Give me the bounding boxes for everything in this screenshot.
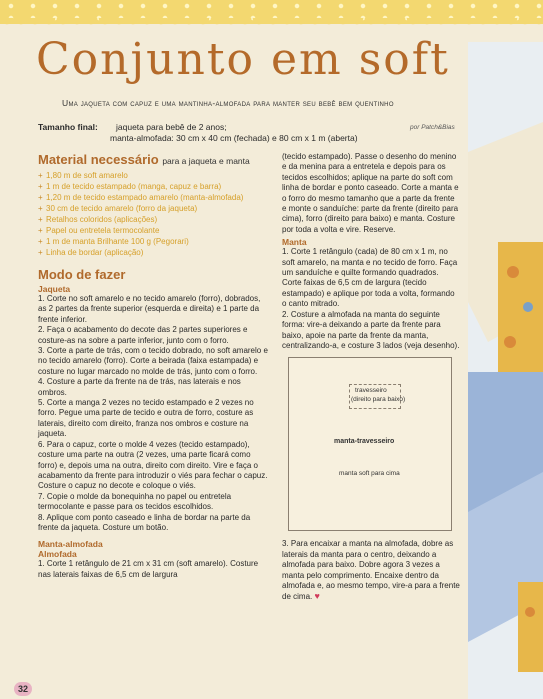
page-title: Conjunto em soft — [36, 34, 450, 85]
manta-step: 1. Corte 1 retângulo (cada) de 80 cm x 1 m, no soft amarelo, na manta e no tecido de forro. Faça um sanduíche e quilte formando quadrados. Corte faixas de 6,5 cm de largura (tecido estampado) e aplique por toda a volta, formando o canto mitrado. — [282, 247, 458, 309]
page-subtitle: Uma jaqueta com capuz e uma mantinha-almofada para manter seu bebê bem quentinho — [62, 98, 394, 108]
assembly-diagram — [288, 357, 452, 531]
list-item: + Papel ou entretela termocolante — [38, 225, 270, 236]
page-number: 32 — [14, 682, 32, 696]
materials-list — [38, 170, 270, 258]
materials-title — [38, 152, 270, 167]
jacket-step: 2. Faça o acabamento do decote das 2 partes superiores e costure-as na sobre a parte inferior, junto com o forro. — [38, 325, 248, 345]
list-item: + 1 m de tecido estampado (manga, capuz e barra) — [38, 181, 270, 192]
list-item: + 30 cm de tecido amarelo (forro da jaqueta) — [38, 203, 270, 214]
pillow-sublabel: (direito para baixo) — [351, 396, 406, 404]
size-label: Tamanho final: — [38, 122, 98, 132]
pillow-step: 1. Corte 1 retângulo de 21 cm x 31 cm (soft amarelo). Costure nas laterais faixas de 6,5 cm de largura — [38, 559, 259, 579]
jacket-step: 1. Corte no soft amarelo e no tecido amarelo (forro), dobrados, as 2 partes da frente superior (esquerda e direita) e 1 parte da frente inferior. — [38, 294, 261, 324]
heart-icon: ♥ — [314, 591, 320, 602]
jacket-step: 8. Aplique com ponto caseado e linha de bordar na parte da frente da jaqueta. Costure um botão. — [38, 512, 251, 532]
manta-heading: Manta — [282, 237, 307, 248]
scallop-border — [0, 18, 543, 28]
size-blanket: manta-almofada: 30 cm x 40 cm (fechada) e 80 cm x 1 m (aberta) — [110, 133, 358, 143]
diagram-center-label: manta-travesseiro — [334, 438, 395, 446]
left-column — [38, 152, 270, 580]
diagram-bottom-label: manta soft para cima — [339, 470, 400, 478]
jacket-step: 6. Para o capuz, corte o molde 4 vezes (tecido estampado), costure uma parte na outra (2 vezes, uma parte ficará como forro) e, depois uma na outra, direito com direito. Vire e faça o acabamento da frente para introduzir o viés para fechar o capuz. Costure o capuz no decote e coloque o viés. — [38, 439, 268, 491]
jacket-step: 4. Costure a parte da frente na de trás, nas laterais e nos ombros. — [38, 377, 241, 397]
method-title: Modo de fazer — [38, 267, 126, 282]
list-item: + 1,80 m de soft amarelo — [38, 170, 270, 181]
jacket-step: 3. Corte a parte de trás, com o tecido dobrado, no soft amarelo e no tecido amarelo (forro). Corte a beirada (faixa estampada) e costure no lugar marcado no molde de trás, junto com o forro. — [38, 346, 268, 376]
jacket-step: 7. Copie o molde da bonequinha no papel ou entretela termocolante e passe para os tecidos escolhidos. — [38, 491, 232, 512]
jacket-heading: Jaqueta — [38, 284, 71, 294]
pillow-heading: Almofada — [38, 549, 77, 560]
list-item: + 1,20 m de tecido estampado amarelo (manta-almofada) — [38, 192, 270, 203]
jacket-step: 5. Corte a manga 2 vezes no tecido estampado e 2 vezes no forro. Pegue uma parte de tecido e outra de forro, costure as laterais, direito com direito, franza nos ombros e costure na jaqueta. — [38, 398, 254, 439]
final-step-text: 3. Para encaixar a manta na almofada, dobre as laterais da manta para o centro, deixando a almofada para baixo. Dobre agora 3 vezes a manta pelo comprimento. Encaixe dentro da almofada e, ao mesmo tempo, vire-a para a frente de cima. — [282, 539, 460, 602]
final-step — [282, 539, 460, 602]
list-item: + Linha de bordar (aplicação) — [38, 247, 270, 258]
materials-title-suffix: para a jaqueta e manta — [162, 156, 250, 166]
product-photo — [468, 42, 543, 699]
blanket-heading: Manta-almofada — [38, 539, 103, 550]
author-credit: por Patch&Bias — [410, 124, 455, 131]
list-item: + 1 m de manta Brilhante 100 g (Pegorari) — [38, 236, 270, 247]
pillow-label: travesseiro — [355, 387, 387, 395]
size-jacket: jaqueta para bebê de 2 anos; — [116, 122, 227, 132]
materials-title-text: Material necessário — [38, 152, 159, 167]
right-column — [282, 152, 460, 603]
pillow-step-continued: (tecido estampado). Passe o desenho do menino e da menina para a entretela e depois para os tecidos escolhidos; aplique na parte do soft com linha de bordar e ponto caseado. Corte a manta e o forro do mesmo tamanho que a parte da frente e monte o sanduíche: parte da frente (direito para cima), forro (direito para baixo) e manta. Costure por toda a volta e vire. Reserve. — [282, 152, 459, 234]
manta-step: 2. Costure a almofada na manta do seguinte forma: vire-a deixando a parte da frente para baixo, apoie na parte da frente da manta, centralizando-a, e costure 3 lados (veja desenho). — [282, 309, 460, 350]
quilt-photo-illustration — [468, 42, 543, 699]
list-item: + Retalhos coloridos (aplicações) — [38, 214, 270, 225]
